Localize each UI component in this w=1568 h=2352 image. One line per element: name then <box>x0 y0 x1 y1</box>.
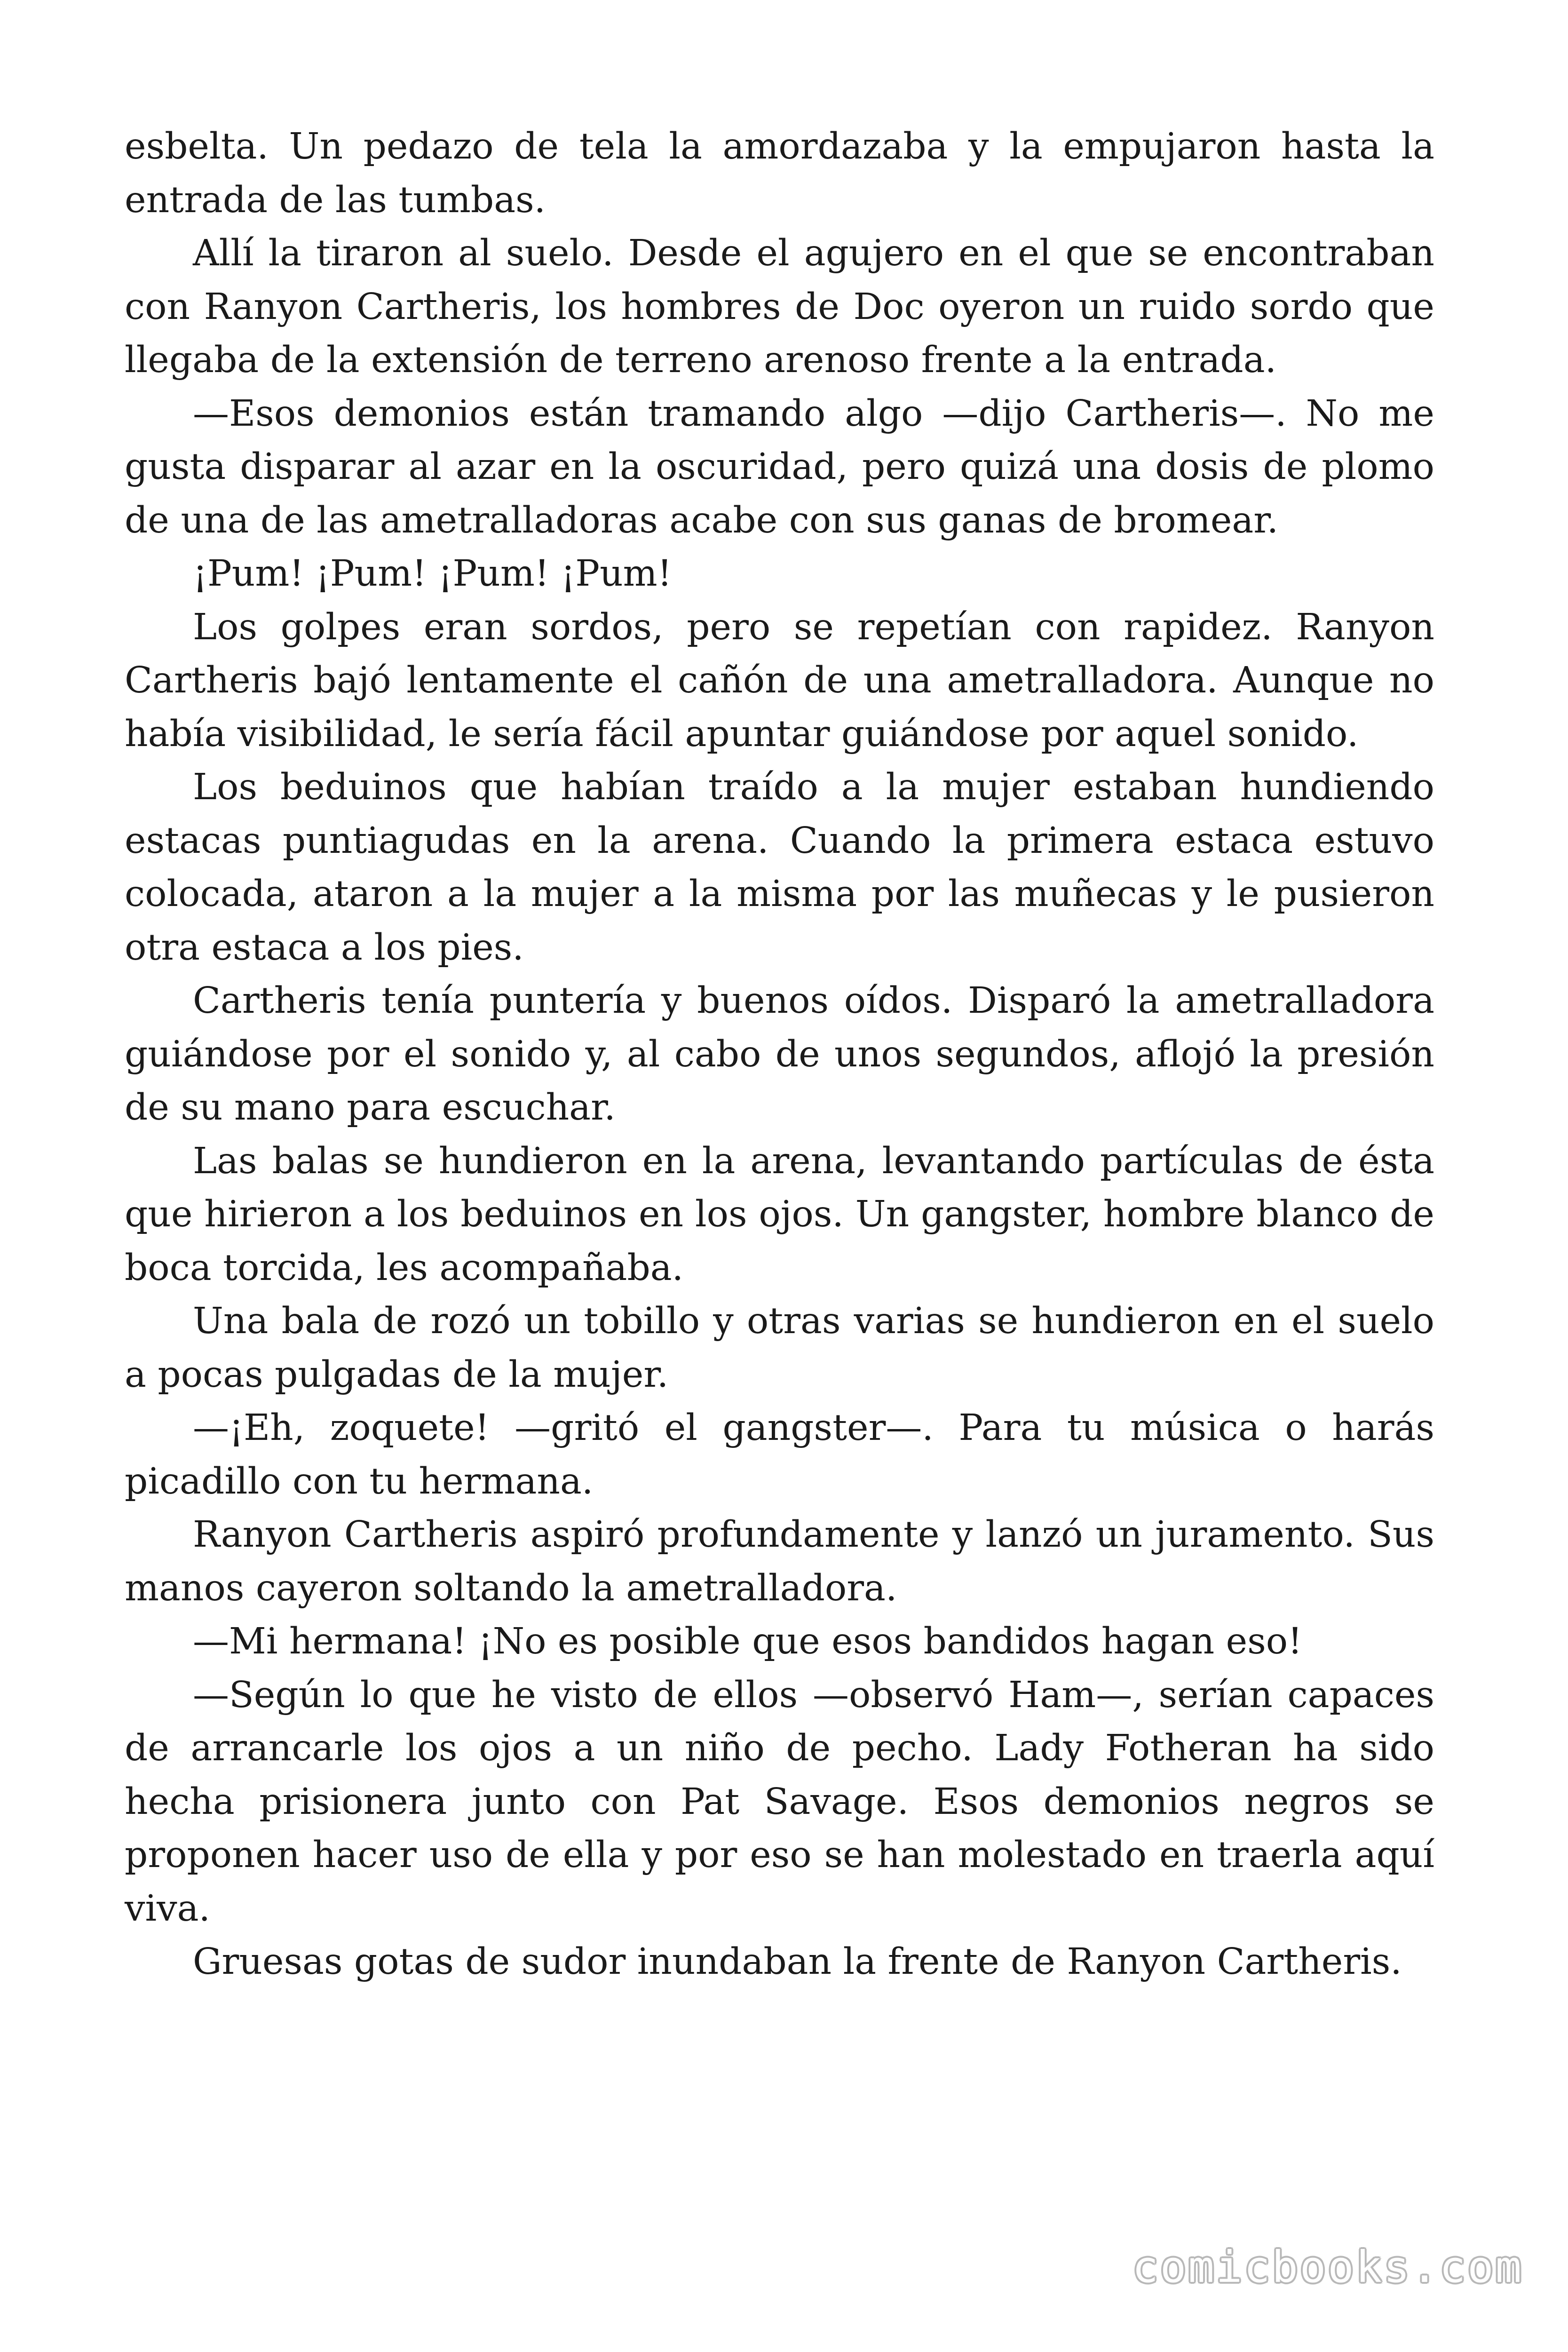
paragraph: esbelta. Un pedazo de tela la amordazaba y la empujaron hasta la entrada de las tumbas. <box>125 126 1434 221</box>
paragraph: Ranyon Cartheris aspiró profundamente y lanzó un juramento. Sus manos cayeron soltando la ametralladora. <box>125 1514 1434 1609</box>
paragraph: —Mi hermana! ¡No es posible que esos bandidos hagan eso! <box>193 1621 1303 1662</box>
watermark: comicbooks.com <box>1132 2242 1523 2292</box>
paragraph: —Según lo que he visto de ellos —observó Ham—, serían capaces de arrancarle los ojos a un niño de pecho. Lady Fotheran ha sido hecha prisionera junto con Pat Savage. Esos demonios negros se proponen hacer uso de ella y por eso se han molestado en traerla aquí viva. <box>125 1674 1434 1930</box>
paragraph: Una bala de rozó un tobillo y otras varias se hundieron en el suelo a pocas pulgadas de la mujer. <box>125 1300 1434 1396</box>
book-page <box>125 120 1434 1989</box>
paragraph: —¡Eh, zoquete! —gritó el gangster—. Para tu música o harás picadillo con tu hermana. <box>125 1407 1434 1502</box>
paragraph: Los beduinos que habían traído a la mujer estaban hundiendo estacas puntiagudas en la arena. Cuando la primera estaca estuvo colocada, ataron a la mujer a la misma por las muñecas y le pusieron otra estaca a los pies. <box>125 766 1434 969</box>
paragraph: Gruesas gotas de sudor inundaban la frente de Ranyon Cartheris. <box>193 1941 1402 1983</box>
paragraph: Las balas se hundieron en la arena, levantando partículas de ésta que hirieron a los beduinos en los ojos. Un gangster, hombre blanco de boca torcida, les acompañaba. <box>125 1140 1434 1289</box>
paragraph: ¡Pum! ¡Pum! ¡Pum! ¡Pum! <box>193 553 672 595</box>
paragraph: Los golpes eran sordos, pero se repetían con rapidez. Ranyon Cartheris bajó lentamente el cañón de una ametralladora. Aunque no había visibilidad, le sería fácil apuntar guiándose por aquel sonido. <box>125 606 1434 755</box>
paragraph: Allí la tiraron al suelo. Desde el agujero en el que se encontraban con Ranyon Cartheris, los hombres de Doc oyeron un ruido sordo que llegaba de la extensión de terreno arenoso frente a la entrada. <box>125 232 1434 381</box>
paragraph: —Esos demonios están tramando algo —dijo Cartheris—. No me gusta disparar al azar en la oscuridad, pero quizá una dosis de plomo de una de las ametralladoras acabe con sus ganas de bromear. <box>125 392 1434 541</box>
paragraph: Cartheris tenía puntería y buenos oídos. Disparó la ametralladora guiándose por el sonido y, al cabo de unos segundos, aflojó la presión de su mano para escuchar. <box>125 980 1434 1128</box>
